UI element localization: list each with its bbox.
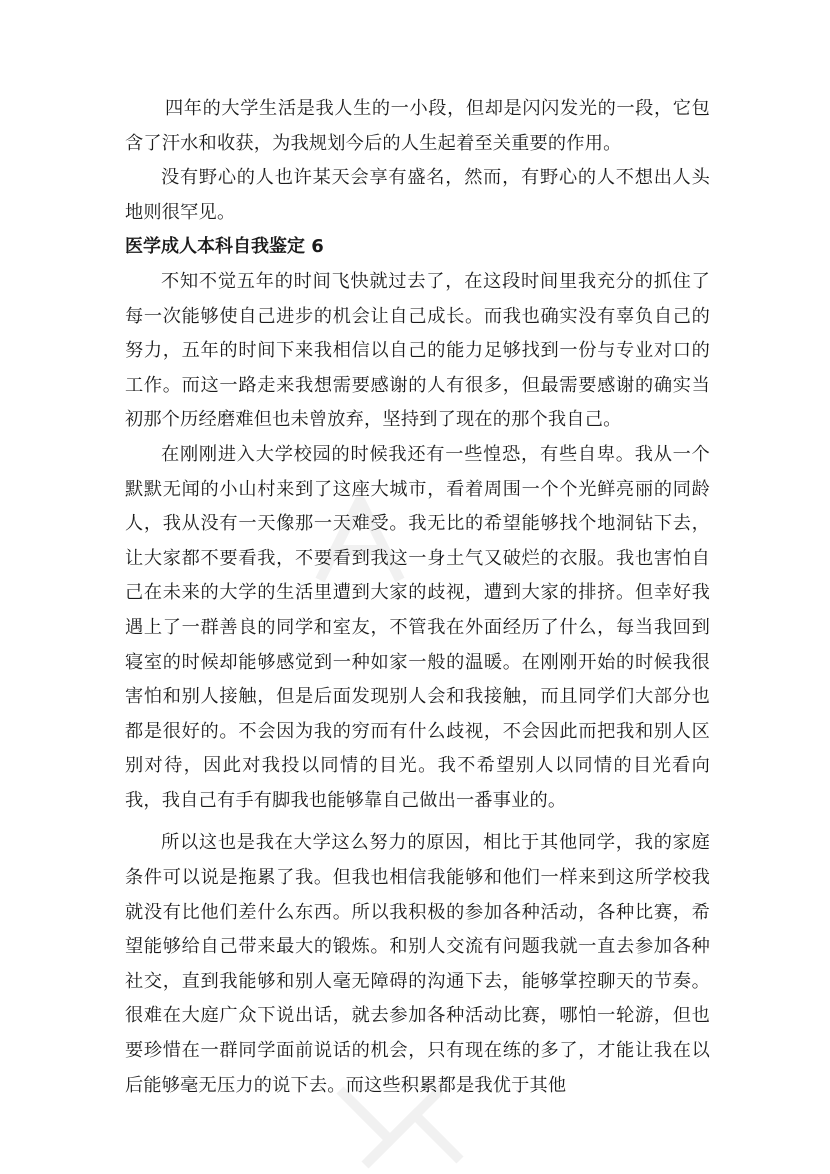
paragraph: 没有野心的人也许某天会享有盛名，然而，有野心的人不想出人头地则很罕见。 — [125, 167, 710, 223]
paragraph: 不知不觉五年的时间飞快就过去了，在这段时间里我充分的抓住了每一次能够使自己进步的机会让自己成长。而我也确实没有辜负自己的努力，五年的时间下来我相信以自己的能力足够找到一份与专业对口的工作。而这一路走来我想需要感谢的人有很多，但最需要感谢的确实当初那个历经磨难但也未曾放弃，坚持到了现在的那个我自己。 — [125, 270, 710, 431]
paragraph-gap — [125, 818, 710, 826]
document-body — [125, 92, 710, 1103]
paragraph: 四年的大学生活是我人生的一小段，但却是闪闪发光的一段，它包含了汗水和收获，为我规划今后的人生起着至关重要的作用。 — [125, 98, 710, 154]
paragraph: 所以这也是我在大学这么努力的原因，相比于其他同学，我的家庭条件可以说是拖累了我。但我也相信我能够和他们一样来到这所学校我就没有比他们差什么东西。所以我积极的参加各种活动，各种比赛，希望能够给自己带来最大的锻炼。和别人交流有问题我就一直去参加各种社交，直到我能够和别人毫无障碍的沟通下去，能够掌控聊天的节奏。很难在大庭广众下说出话，就去参加各种活动比赛，哪怕一轮游，但也要珍惜在一群同学面前说话的机会，只有现在练的多了，才能让我在以后能够毫无压力的说下去。而这些积累都是我优于其他 — [125, 832, 710, 1096]
paragraph: 在刚刚进入大学校园的时候我还有一些惶恐，有些自卑。我从一个默默无闻的小山村来到了这座大城市，看着周围一个个光鲜亮丽的同龄人，我从没有一天像那一天难受。我无比的希望能够找个地洞钻下去，让大家都不要看我，不要看到我这一身土气又破烂的衣服。我也害怕自己在未来的大学的生活里遭到大家的歧视，遭到大家的排挤。但幸好我遇上了一群善良的同学和室友，不管我在外面经历了什么，每当我回到寝室的时候却能够感觉到一种如家一般的温暖。在刚刚开始的时候我很害怕和别人接触，但是后面发现别人会和我接触，而且同学们大部分也都是很好的。不会因为我的穷而有什么歧视，不会因此而把我和别人区别对待，因此对我投以同情的目光。我不希望别人以同情的目光看向我，我自己有手有脚我也能够靠自己做出一番事业的。 — [125, 443, 710, 811]
section-heading: 医学成人本科自我鉴定 6 — [125, 236, 324, 258]
